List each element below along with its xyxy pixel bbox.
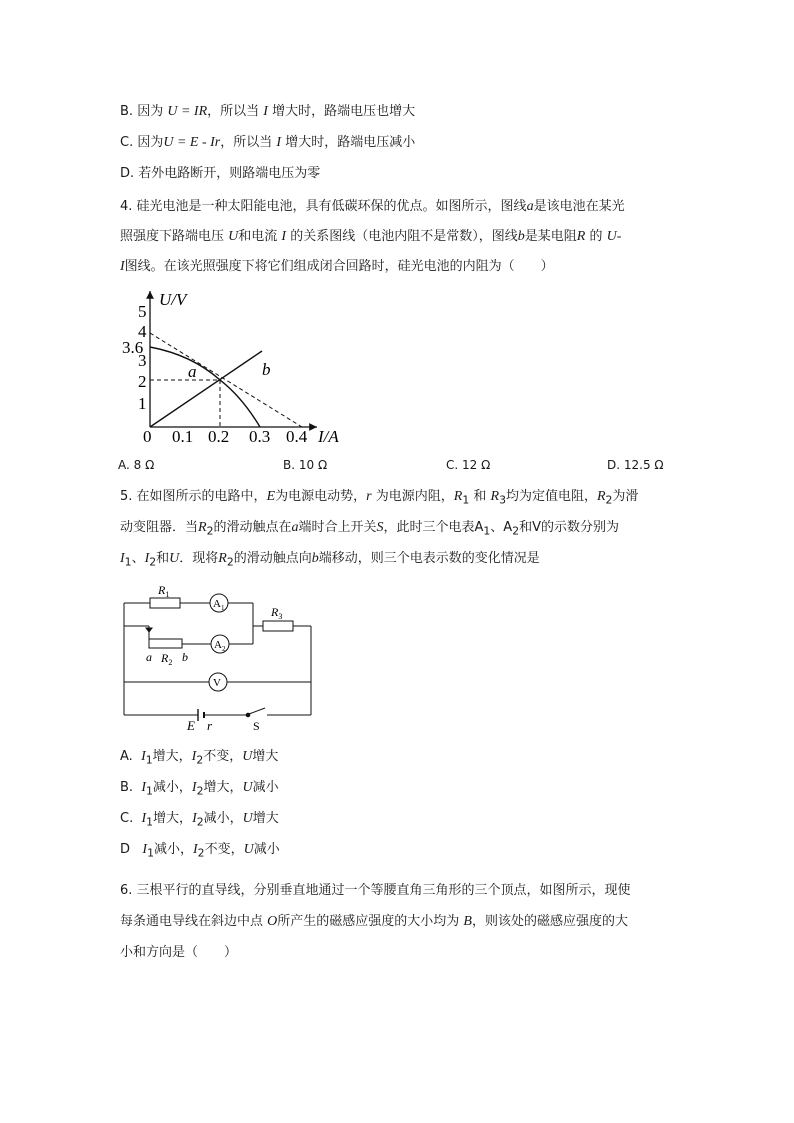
- y-tick-4: 4: [138, 322, 147, 341]
- q6-line-2: 每条通电导线在斜边中点 O所产生的磁感应强度的大小均为 B，则该处的磁感应强度的大: [120, 914, 628, 929]
- q4-line-1: 4. 硅光电池是一种太阳能电池，具有低碳环保的优点。如图所示，图线a是该电池在某光: [120, 199, 625, 214]
- end-a-label: a: [146, 650, 152, 664]
- q5-line-1: 5. 在如图所示的电路中，E为电源电动势，r 为电源内阻，$R_1$ 和 $R_3$均为定值电阻，$R_2$为滑: [120, 489, 639, 507]
- y-tick-2: 2: [138, 372, 147, 391]
- q4-choice-d[interactable]: D. 12.5 Ω: [607, 458, 664, 472]
- switch[interactable]: [249, 708, 265, 714]
- line-b: [150, 351, 262, 427]
- q4-line-2: 照强度下路端电压 U和电流 I 的关系图线（电池内阻不是常数），图线b是某电阻R 的 U-: [120, 229, 622, 244]
- y-tick-1: 1: [138, 394, 147, 413]
- q4-choice-b[interactable]: B. 10 Ω: [283, 458, 328, 472]
- x-tick-0.4: 0.4: [286, 427, 308, 446]
- line-b-label: b: [262, 360, 271, 379]
- curve-a-label: a: [188, 362, 197, 381]
- voltmeter-label: V: [213, 677, 221, 689]
- y-tick-3.6: 3.6: [122, 338, 144, 357]
- a2-label: $A_2$: [214, 639, 226, 653]
- q4-choice-c[interactable]: C. 12 Ω: [446, 458, 491, 472]
- a1-label: $A_1$: [213, 598, 225, 612]
- x-tick-0.1: 0.1: [172, 427, 194, 446]
- switch-label: S: [253, 719, 260, 730]
- x-tick-0.3: 0.3: [249, 427, 271, 446]
- internal-r-label: r: [207, 718, 213, 730]
- q6-line-1: 6. 三根平行的直导线，分别垂直地通过一个等腰直角三角形的三个顶点，如图所示，现使: [120, 883, 631, 898]
- x-tick-0: 0: [143, 427, 152, 446]
- q3-option-d: D. 若外电路断开，则路端电压为零: [120, 166, 321, 181]
- q5-line-2: 动变阻器．当$R_2$的滑动触点在a端时合上开关S，此时三个电表$A_1$、$A_2$和V的示数分别为: [120, 520, 619, 538]
- q5-option-a[interactable]: A. $I_1$增大，$I_2$不变，U增大: [120, 749, 279, 767]
- x-tick-0.2: 0.2: [208, 427, 230, 446]
- y-tick-5: 5: [138, 302, 147, 321]
- resistor-r3: [263, 621, 293, 631]
- r1-label: $R_1$: [158, 583, 170, 599]
- r3-label: $R_3$: [271, 605, 283, 621]
- q5-option-b[interactable]: B. $I_1$减小，$I_2$增大，U减小: [120, 780, 279, 798]
- resistor-r2: [149, 639, 182, 648]
- end-b-label: b: [182, 650, 188, 664]
- u-i-graph: [112, 285, 357, 450]
- q4-choice-a[interactable]: A. 8 Ω: [118, 458, 155, 472]
- r2-label: $R_2$: [161, 651, 173, 667]
- q5-line-3: $I_1$、$I_2$和U．现将$R_2$的滑动触点向b端移动，则三个电表示数的变化情况是: [120, 551, 540, 569]
- q4-line-3: I图线。在该光照强度下将它们组成闭合回路时，硅光电池的内阻为（ ）: [120, 259, 554, 274]
- q6-line-3: 小和方向是（ ）: [120, 945, 238, 960]
- resistor-r1: [150, 598, 180, 608]
- x-axis-label: I/A: [318, 427, 339, 446]
- q5-option-c[interactable]: C. $I_1$增大，$I_2$减小，U增大: [120, 811, 279, 829]
- circuit-diagram: [115, 580, 325, 730]
- q5-option-d[interactable]: D $I_1$减小，$I_2$不变，U减小: [120, 842, 280, 860]
- q3-option-c: C. 因为U = E - Ir，所以当 I 增大时，路端电压减小: [120, 135, 416, 150]
- y-axis-label: U/V: [159, 290, 187, 309]
- emf-label: E: [187, 718, 195, 730]
- y-tick-3: 3: [138, 351, 147, 370]
- q3-option-b: B. 因为 U = IR，所以当 I 增大时，路端电压也增大: [120, 104, 416, 119]
